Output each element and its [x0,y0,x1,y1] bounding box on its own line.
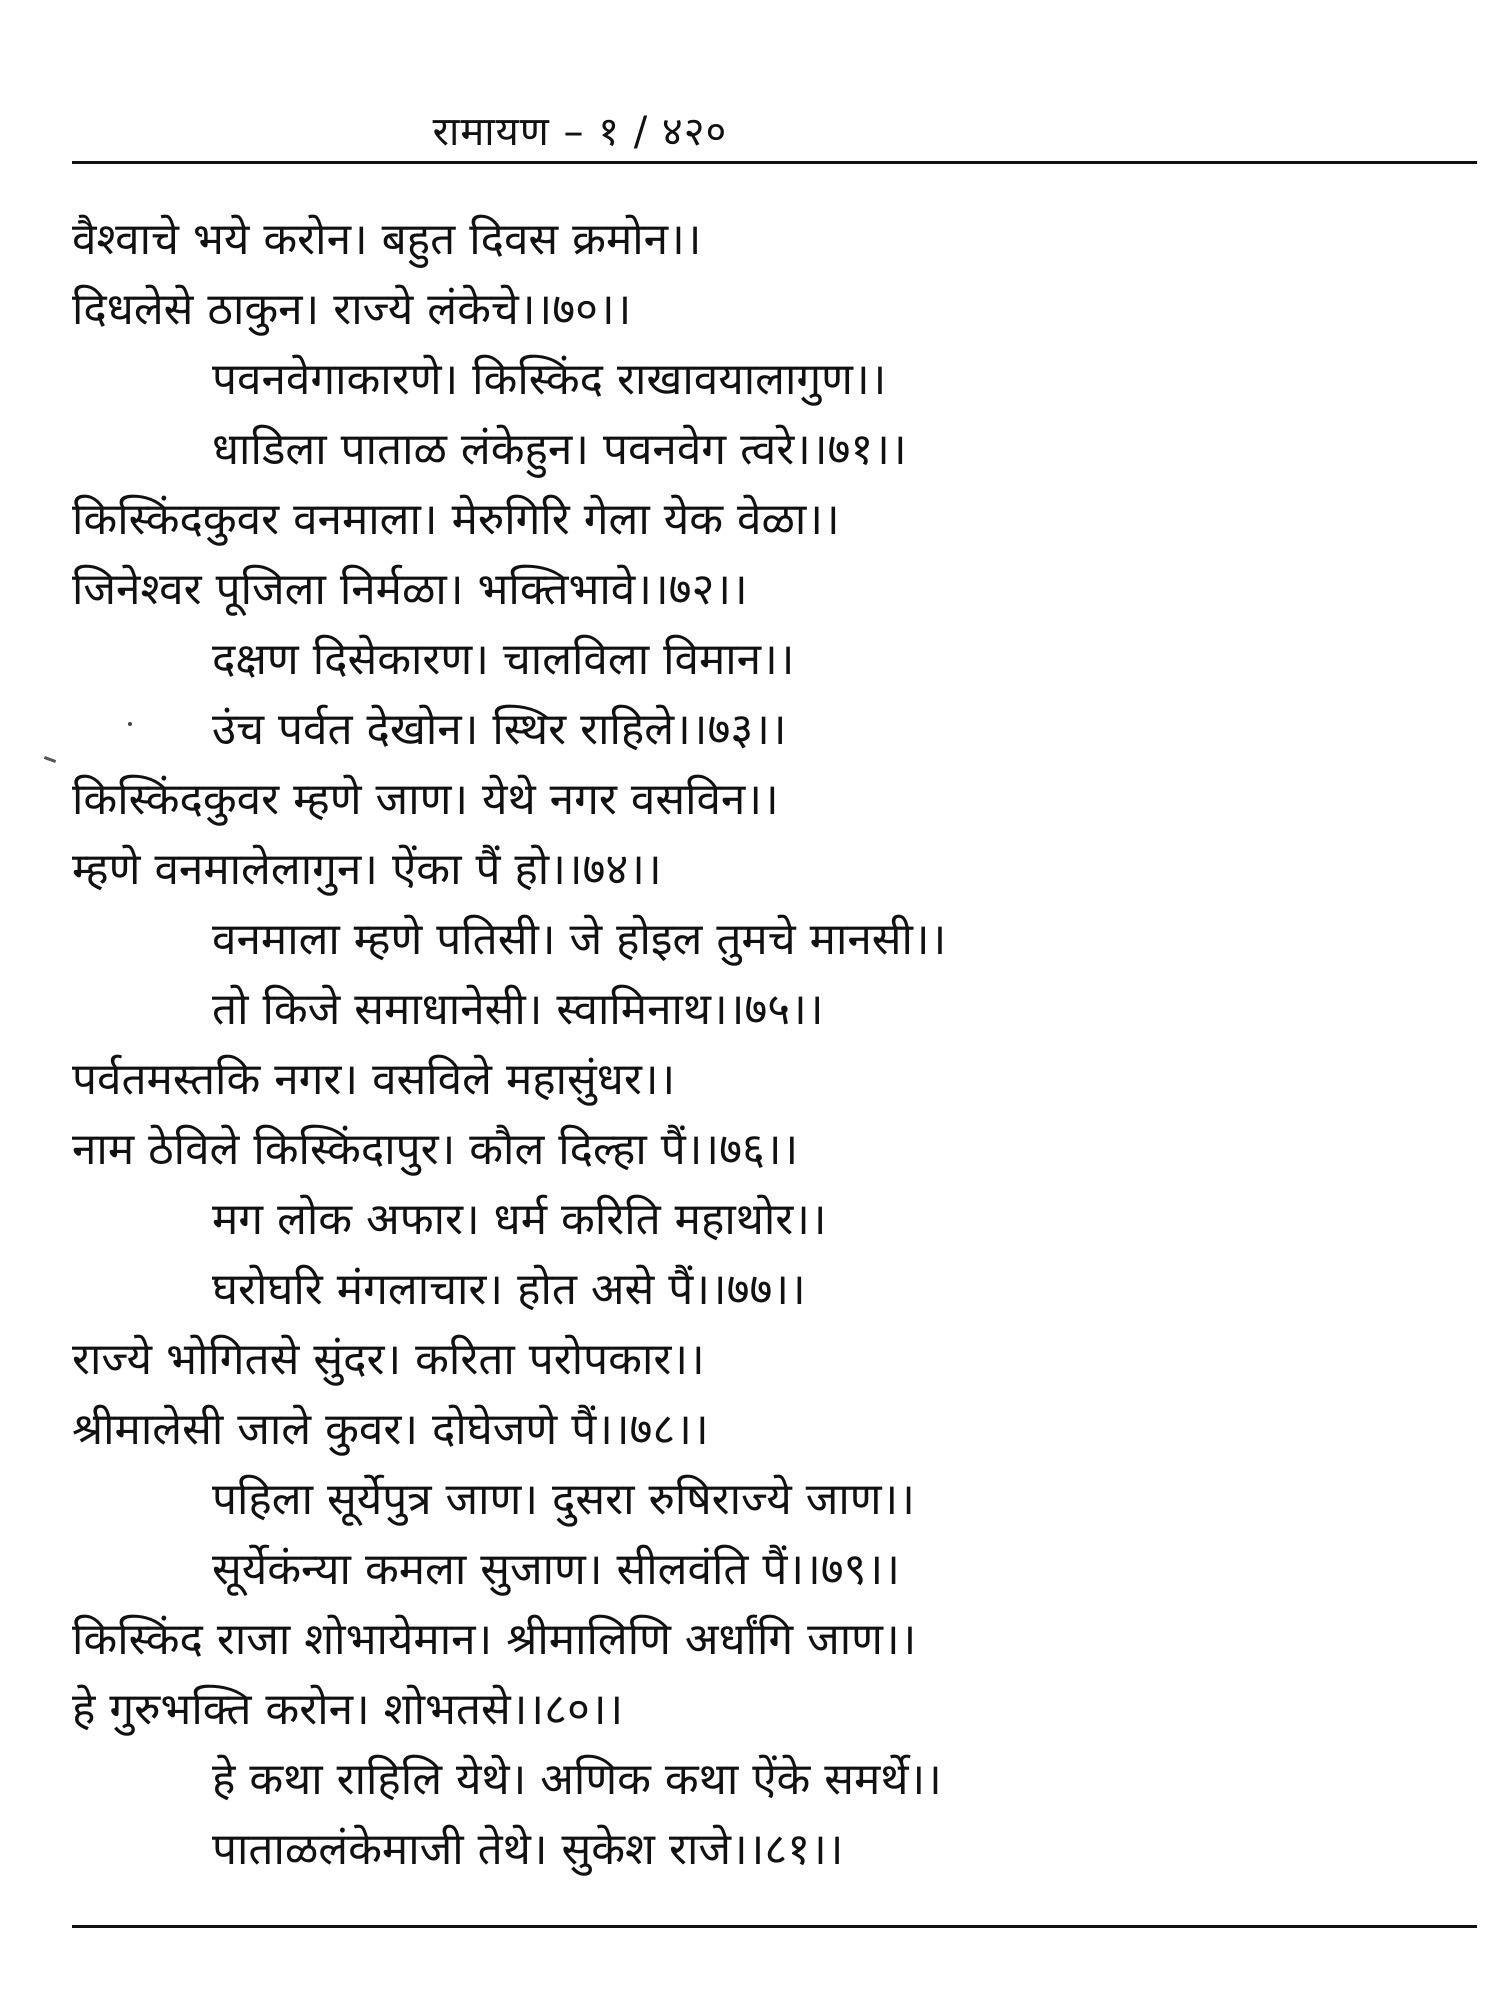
verse-line: हे कथा राहिलि येथे। अणिक कथा ऐंके समर्थे।। [212,1754,942,1805]
scan-dot [128,722,132,726]
verse-line: नाम ठेविले किस्किंदापुर। कौल दिल्हा पैं।।७६।। [72,1124,799,1175]
verse-line: किस्किंदकुवर वनमाला। मेरुगिरि गेला येक वेळा।। [72,494,840,545]
verse-line: उंच पर्वत देखोन। स्थिर राहिले।।७३।। [212,704,787,755]
verse-line: म्हणे वनमालेलागुन। ऐंका पैं हो।।७४।। [72,844,662,895]
verse-line: पवनवेगाकारणे। किस्किंद राखावयालागुण।। [212,354,887,405]
verse-line: वैश्वाचे भये करोन। बहुत दिवस क्रमोन।। [72,214,702,265]
verse-line: किस्किंदकुवर म्हणे जाण। येथे नगर वसविन।। [72,774,779,825]
header-rule [72,161,1477,164]
verse-line: पर्वतमस्तकि नगर। वसविले महासुंधर।। [72,1054,676,1105]
verse-line: जिनेश्वर पूजिला निर्मळा। भक्तिभावे।।७२।। [72,564,748,615]
verse-line: मग लोक अफार। धर्म करिति महाथोर।। [212,1194,827,1245]
verse-line: दिधलेसे ठाकुन। राज्ये लंकेचे।।७०।। [72,284,632,335]
verse-line: श्रीमालेसी जाले कुवर। दोघेजणे पैं।।७८।। [72,1404,709,1455]
page-header: रामायण – १ / ४२० [432,109,728,155]
verse-line: सूर्येकंन्या कमला सुजाण। सीलवंति पैं।।७९।। [212,1544,900,1595]
verse-list [72,205,1472,1885]
verse-line: वनमाला म्हणे पतिसी। जे होइल तुमचे मानसी।। [212,914,947,965]
verse-line: पाताळलंकेमाजी तेथे। सुकेश राजे।।८१।। [212,1824,844,1875]
verse-line: तो किजे समाधानेसी। स्वामिनाथ।।७५।। [212,984,824,1035]
verse-line: हे गुरुभक्ति करोन। शोभतसे।।८०।। [72,1684,624,1735]
verse-line: घरोघरि मंगलाचार। होत असे पैं।।७७।। [212,1264,806,1315]
scan-speck [44,756,56,763]
verse-line: पहिला सूर्येपुत्र जाण। दुसरा रुषिराज्ये जाण।। [212,1474,915,1525]
verse-line: दक्षण दिसेकारण। चालविला विमान।। [212,634,795,685]
verse-line: धाडिला पाताळ लंकेहुन। पवनवेग त्वरे।।७१।। [212,424,907,475]
footer-rule [72,1925,1477,1928]
verse-line: राज्ये भोगितसे सुंदर। करिता परोपकार।। [72,1334,705,1385]
verse-line: किस्किंद राजा शोभायेमान। श्रीमालिणि अर्धांगि जाण।। [72,1614,917,1665]
